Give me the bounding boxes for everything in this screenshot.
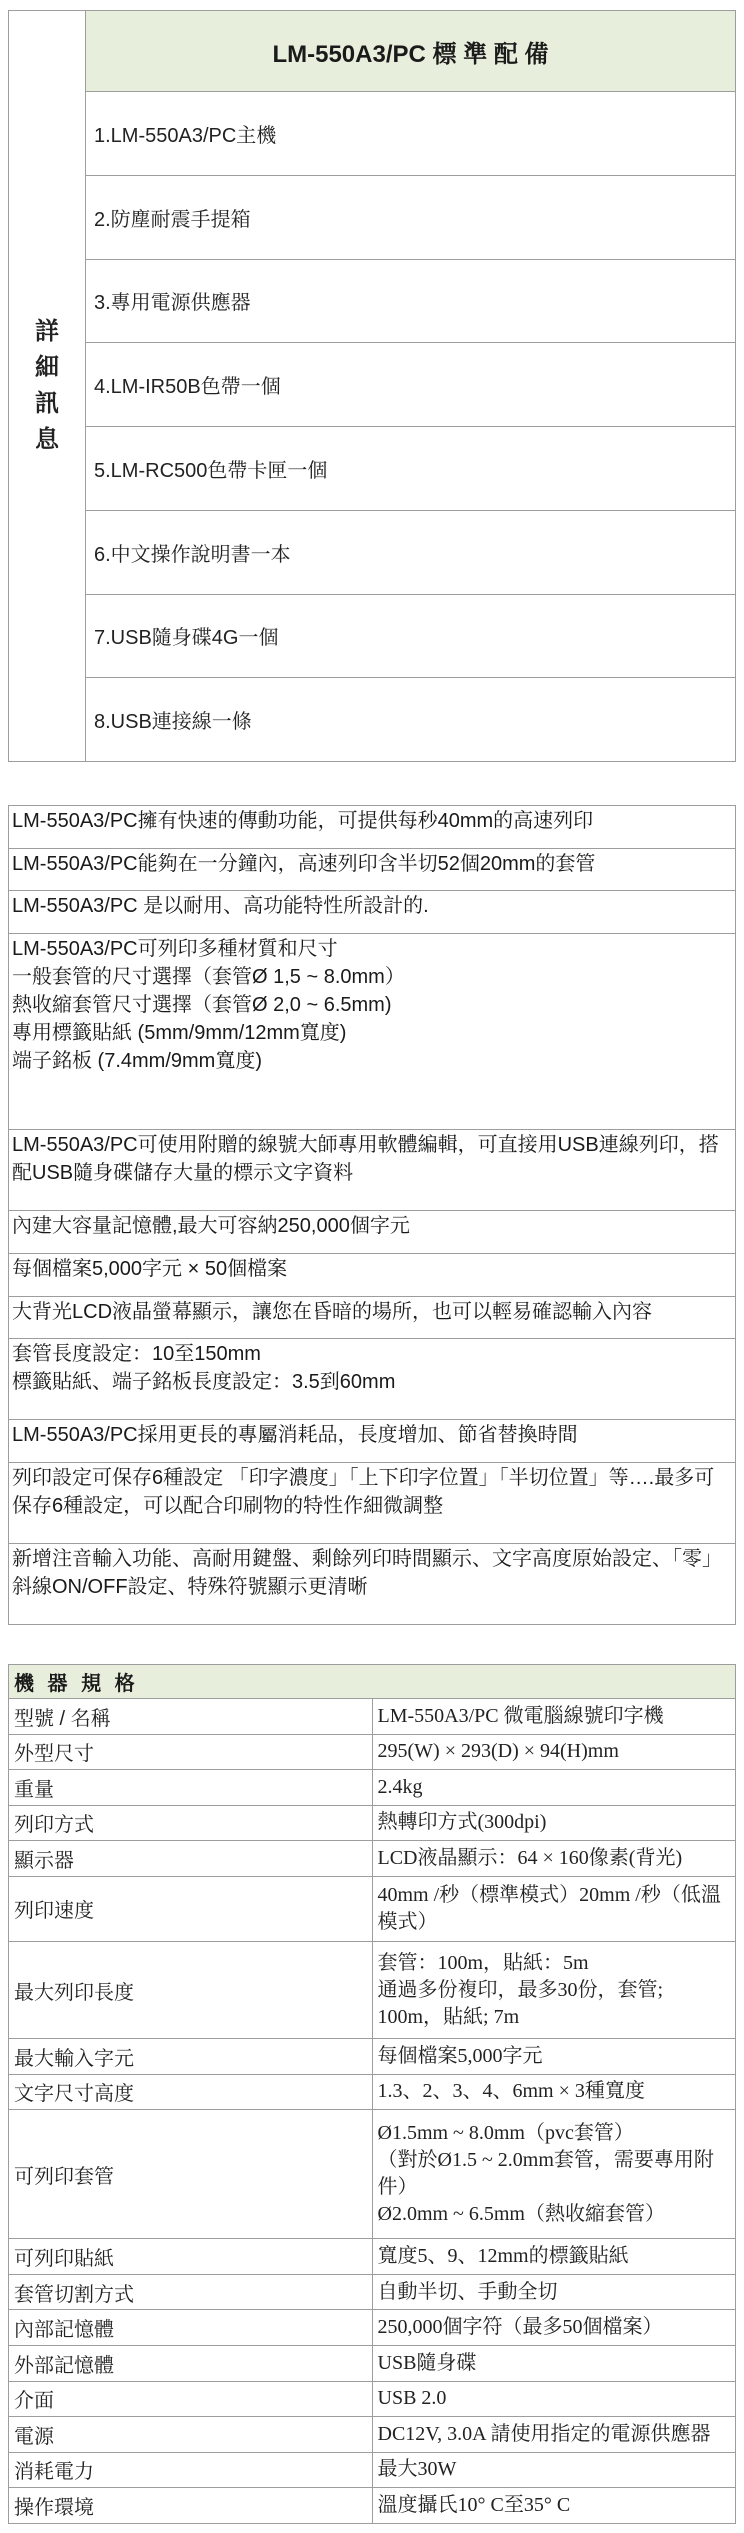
- feature-cell: [9, 1339, 736, 1420]
- spec-label: 外部記憶體: [9, 2346, 373, 2382]
- spec-value-line: 1.3、2、3、4、6mm × 3種寬度: [377, 2080, 645, 2103]
- spec-row: [9, 2310, 736, 2346]
- spec-value: [372, 2310, 736, 2346]
- spec-value-line: 熱轉印方式(300dpi): [377, 1811, 547, 1834]
- spec-value: [372, 1770, 736, 1806]
- spec-label: 外型尺寸: [9, 1734, 373, 1770]
- spec-title: 機 器 規 格: [9, 1665, 736, 1699]
- feature-cell: [9, 1420, 736, 1463]
- spec-value: [372, 1876, 736, 1941]
- spec-label: 電源: [9, 2417, 373, 2453]
- spec-value-line: （對於Ø1.5 ~ 2.0mm套管，需要專用附件）: [377, 2149, 714, 2199]
- spec-value: [372, 2417, 736, 2453]
- spec-value-line: 250,000個字符（最多50個檔案）: [377, 2316, 663, 2339]
- feature-line: 內建大容量記憶體,最大可容納250,000個字元: [12, 1215, 410, 1238]
- detail-side-cell: [9, 11, 86, 762]
- spec-value-line: Ø2.0mm ~ 6.5mm（熱收縮套管）: [377, 2203, 665, 2226]
- spec-label: 顯示器: [9, 1841, 373, 1877]
- spec-value: [372, 2039, 736, 2075]
- spec-value-line: 自動半切、手動全切: [377, 2280, 558, 2303]
- feature-row: [9, 1211, 736, 1254]
- spec-value-line: 40mm /秒（標準模式）20mm /秒（低溫模式）: [377, 1883, 721, 1933]
- accessory-item: 4.LM-IR50B色帶一個: [86, 343, 736, 427]
- feature-cell: [9, 891, 736, 934]
- detail-side-label: 詳細訊息: [35, 318, 59, 453]
- feature-line: 大背光LCD液晶螢幕顯示，讓您在昏暗的場所，也可以輕易確認輸入內容: [12, 1300, 653, 1323]
- spec-label: 最大輸入字元: [9, 2039, 373, 2075]
- feature-cell: [9, 848, 736, 891]
- spec-value: [372, 2074, 736, 2110]
- accessory-item: 2.防塵耐震手提箱: [86, 175, 736, 259]
- feature-line: 一般套管的尺寸選擇（套管Ø 1,5 ~ 8.0mm）: [12, 965, 405, 988]
- feature-row: [9, 1253, 736, 1296]
- feature-line: 端子銘板 (7.4mm/9mm寬度): [12, 1049, 262, 1072]
- feature-line: 每個檔案5,000字元 × 50個檔案: [12, 1257, 288, 1280]
- spec-row: [9, 2346, 736, 2382]
- spec-row: [9, 1805, 736, 1841]
- feature-line: LM-550A3/PC可使用附贈的線號大師專用軟體編輯，可直接用USB連線列印，搭配USB隨身碟儲存大量的標示文字資料: [12, 1134, 719, 1185]
- spec-value: [372, 2346, 736, 2382]
- feature-cell: [9, 1130, 736, 1211]
- spec-row: [9, 2039, 736, 2075]
- spec-value-line: USB隨身碟: [377, 2351, 477, 2374]
- spec-label: 介面: [9, 2381, 373, 2417]
- spec-label: 文字尺寸高度: [9, 2074, 373, 2110]
- spec-value-line: 溫度攝氏10° C至35° C: [377, 2494, 571, 2517]
- spec-value: [372, 2239, 736, 2275]
- spec-header-row: [9, 1665, 736, 1699]
- spec-value-line: LM-550A3/PC 微電腦線號印字機: [377, 1704, 664, 1727]
- spec-label: 重量: [9, 1770, 373, 1806]
- spec-row: [9, 2274, 736, 2310]
- spec-value: [372, 2274, 736, 2310]
- spec-row: [9, 1699, 736, 1735]
- spec-row: [9, 2110, 736, 2239]
- spec-value: [372, 1699, 736, 1735]
- feature-line: LM-550A3/PC擁有快速的傳動功能，可提供每秒40mm的高速列印: [12, 810, 594, 832]
- spec-value-line: 通過多份複印，最多30份，套管; 100m，貼紙; 7m: [377, 1978, 664, 2028]
- spec-value-line: 每個檔案5,000字元: [377, 2044, 543, 2067]
- accessory-item: 7.USB隨身碟4G一個: [86, 594, 736, 678]
- accessory-item: 6.中文操作說明書一本: [86, 510, 736, 594]
- spec-label: 列印速度: [9, 1876, 373, 1941]
- spec-value-line: Ø1.5mm ~ 8.0mm（pvc套管）: [377, 2122, 634, 2145]
- feature-cell: [9, 1296, 736, 1339]
- spec-value: [372, 1805, 736, 1841]
- spec-value-line: 2.4kg: [377, 1775, 423, 1798]
- spec-label: 操作環境: [9, 2488, 373, 2524]
- feature-line: 熱收縮套管尺寸選擇（套管Ø 2,0 ~ 6.5mm): [12, 993, 392, 1016]
- spec-value-line: USB 2.0: [377, 2387, 447, 2410]
- spec-label: 可列印貼紙: [9, 2239, 373, 2275]
- feature-cell: [9, 1253, 736, 1296]
- spec-label: 套管切割方式: [9, 2274, 373, 2310]
- spec-value-line: 寬度5、9、12mm的標籤貼紙: [377, 2245, 629, 2268]
- feature-line: LM-550A3/PC能夠在一分鐘內，高速列印含半切52個20mm的套管: [12, 852, 596, 875]
- spec-label: 內部記憶體: [9, 2310, 373, 2346]
- spec-value: [372, 2452, 736, 2488]
- feature-list-table: [8, 805, 736, 1625]
- standard-accessories-table: [8, 10, 736, 762]
- accessory-row: [9, 510, 736, 594]
- spec-value: [372, 2381, 736, 2417]
- spec-label: 可列印套管: [9, 2110, 373, 2239]
- spec-value: [372, 1734, 736, 1770]
- spec-value-line: 套管：100m，貼紙：5m: [377, 1951, 589, 1974]
- spec-row: [9, 2488, 736, 2524]
- feature-row: [9, 891, 736, 934]
- accessory-row: [9, 427, 736, 511]
- spec-row: [9, 1841, 736, 1877]
- accessory-row: [9, 175, 736, 259]
- accessory-row: [9, 678, 736, 762]
- spec-row: [9, 2239, 736, 2275]
- spec-row: [9, 1734, 736, 1770]
- spec-row: [9, 2381, 736, 2417]
- feature-row: [9, 1543, 736, 1624]
- feature-line: LM-550A3/PC 是以耐用、高功能特性所設計的.: [12, 895, 429, 918]
- feature-cell: [9, 1211, 736, 1254]
- spec-value: [372, 1841, 736, 1877]
- accessory-item: 8.USB連接線一條: [86, 678, 736, 762]
- feature-line: LM-550A3/PC可列印多種材質和尺寸: [12, 937, 338, 960]
- spec-row: [9, 2417, 736, 2453]
- feature-row: [9, 806, 736, 849]
- spec-row: [9, 1941, 736, 2038]
- feature-row: [9, 933, 736, 1130]
- spec-value-line: 295(W) × 293(D) × 94(H)mm: [377, 1740, 619, 1763]
- feature-line: 列印設定可保存6種設定 「印字濃度」「上下印字位置」「半切位置」等….最多可保存6種設定，可以配合印刷物的特性作細微調整: [12, 1466, 715, 1517]
- feature-cell: [9, 1543, 736, 1624]
- accessory-row: [9, 259, 736, 343]
- feature-cell: [9, 933, 736, 1130]
- feature-line: 專用標籤貼紙 (5mm/9mm/12mm寬度): [12, 1021, 347, 1044]
- spec-label: 消耗電力: [9, 2452, 373, 2488]
- feature-cell: [9, 1462, 736, 1543]
- feature-row: [9, 1420, 736, 1463]
- feature-line: LM-550A3/PC採用更長的專屬消耗品，長度增加、節省替換時間: [12, 1424, 578, 1447]
- accessory-item: 3.專用電源供應器: [86, 259, 736, 343]
- accessory-row: [9, 92, 736, 176]
- feature-row: [9, 848, 736, 891]
- standard-header-row: [9, 11, 736, 92]
- spec-value-line: LCD液晶顯示：64 × 160像素(背光): [377, 1846, 683, 1869]
- machine-spec-table: [8, 1664, 736, 2524]
- spec-value: [372, 2110, 736, 2239]
- feature-line: 新增注音輸入功能、高耐用鍵盤、剩餘列印時間顯示、文字高度原始設定、「零」斜線ON/OFF設定、特殊符號顯示更清晰: [12, 1547, 722, 1598]
- spec-label: 最大列印長度: [9, 1941, 373, 2038]
- feature-row: [9, 1296, 736, 1339]
- spec-label: 列印方式: [9, 1805, 373, 1841]
- spec-label: 型號 / 名稱: [9, 1699, 373, 1735]
- spec-row: [9, 2452, 736, 2488]
- feature-line: 套管長度設定：10至150mm: [12, 1343, 261, 1366]
- feature-cell: [9, 806, 736, 849]
- spec-row: [9, 2074, 736, 2110]
- spec-row: [9, 1876, 736, 1941]
- spec-value-line: DC12V, 3.0A 請使用指定的電源供應器: [377, 2422, 711, 2445]
- accessory-item: 5.LM-RC500色帶卡匣一個: [86, 427, 736, 511]
- feature-line: 標籤貼紙、端子銘板長度設定：3.5到60mm: [12, 1371, 396, 1394]
- accessory-row: [9, 343, 736, 427]
- feature-row: [9, 1130, 736, 1211]
- spec-value: [372, 2488, 736, 2524]
- accessory-item: 1.LM-550A3/PC主機: [86, 92, 736, 176]
- feature-row: [9, 1339, 736, 1420]
- spec-row: [9, 1770, 736, 1806]
- standard-title: LM-550A3/PC 標 準 配 備: [86, 11, 736, 92]
- spec-value-line: 最大30W: [377, 2458, 457, 2481]
- accessory-row: [9, 594, 736, 678]
- spec-value: [372, 1941, 736, 2038]
- feature-row: [9, 1462, 736, 1543]
